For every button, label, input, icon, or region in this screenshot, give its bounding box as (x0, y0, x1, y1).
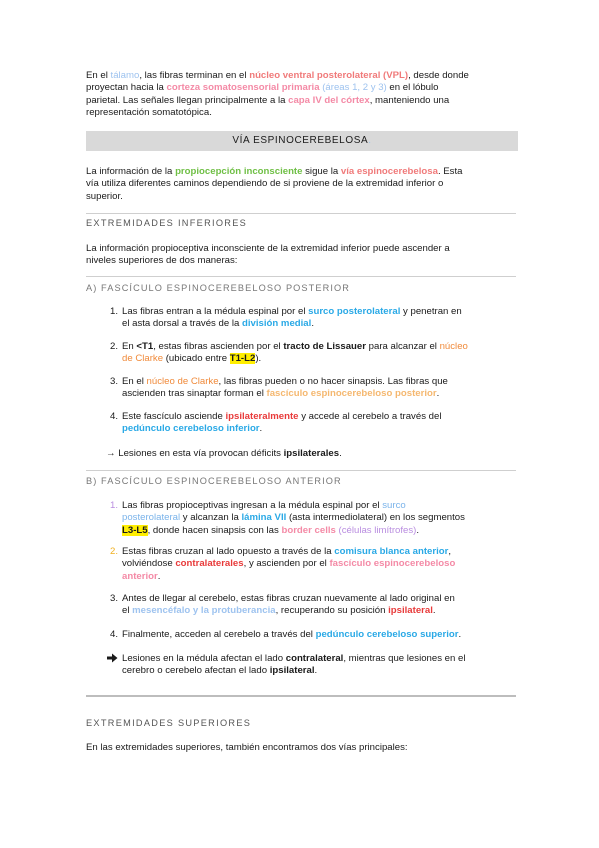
text: Las fibras propioceptivas ingresan a la médula espinal por el (122, 500, 383, 511)
term: surco posterolateral (308, 306, 401, 317)
text: En el (122, 376, 147, 387)
banner-dot: . (368, 135, 372, 146)
text: , recuperando su posición (275, 605, 389, 617)
text: Estas fibras cruzan al lado opuesto a través de la (122, 546, 335, 557)
section-banner (86, 131, 518, 151)
text: niveles superiores de dos maneras: (86, 255, 238, 267)
term-via: vía espinocerebelosa (340, 166, 438, 177)
term-propiocepcion: propiocepción inconsciente (175, 166, 303, 177)
text: . (432, 605, 436, 617)
text: (asta intermediolateral) en los segmentos (286, 512, 465, 524)
text: sigue la (302, 166, 341, 177)
text: . (416, 524, 420, 536)
list-number: 1. (109, 500, 118, 511)
text: proyectan hacia la (86, 82, 167, 94)
term: tracto de Lissauer (283, 341, 366, 352)
list-number: 1. (109, 306, 118, 317)
text: , (448, 546, 452, 557)
text: En las extremidades superiores, también encontramos dos vías principales: (86, 742, 408, 753)
term: fascículo espinocerebeloso posterior (266, 388, 437, 400)
term: mesencéfalo y la protuberancia (132, 605, 276, 617)
text: → Lesiones en esta vía provocan déficits (106, 448, 284, 459)
term: fascículo espinocerebeloso (329, 558, 456, 570)
text: en el lóbulo (386, 82, 439, 94)
term-areas: (áreas 1, 2 y 3) (319, 82, 387, 94)
term: núcleo (439, 341, 468, 352)
term-capa-iv: capa IV del córtex (288, 94, 370, 106)
text: , las fibras pueden o no hacer sinapsis. Las fibras que (218, 376, 448, 387)
text: , y ascienden por el (243, 558, 330, 570)
intro-paragraph (86, 70, 516, 120)
text: Antes de llegar al cerebelo, estas fibras cruzan nuevamente al lado original en (122, 593, 455, 604)
highlight: T1-L2 (229, 353, 256, 365)
text: ascienden tras sinaptar forman el (122, 388, 267, 400)
divider (86, 213, 516, 214)
text: , estas fibras ascienden por el (153, 341, 284, 352)
term: lámina VII (241, 512, 287, 524)
text: . (458, 629, 462, 640)
list-number: 4. (109, 411, 118, 422)
text: En el (86, 70, 111, 81)
highlight: L3-L5 (122, 524, 148, 536)
banner-title: VÍA ESPINOCEREBELOSA (232, 135, 369, 146)
term: (células limítrofes) (335, 524, 417, 536)
text: y alcanzan la (180, 512, 242, 524)
text: Finalmente, acceden al cerebelo a través del (122, 629, 316, 640)
text: Las fibras entran a la médula espinal por el (122, 306, 309, 317)
text: La información propioceptiva inconsciente de la extremidad inferior puede ascender a (86, 243, 450, 254)
subheading-posterior: A) FASCÍCULO ESPINOCEREBELOSO POSTERIOR (86, 283, 350, 293)
term: ipsilateralmente (225, 411, 299, 422)
text: el (122, 605, 133, 617)
text: , manteniendo una (369, 94, 450, 106)
text: Lesiones en la médula afectan el lado (122, 653, 286, 664)
term: de Clarke (122, 353, 164, 365)
list-number: 3. (109, 376, 118, 387)
text: . (259, 423, 263, 435)
term: anterior (122, 570, 158, 582)
term: comisura blanca anterior (334, 546, 449, 557)
term-talamo: tálamo (110, 70, 140, 81)
term: ipsilateral (388, 605, 433, 617)
divider (86, 470, 516, 471)
text: . Esta (437, 166, 463, 177)
term: ipsilateral (269, 665, 315, 677)
text: . (314, 665, 318, 677)
term-corteza: corteza somatosensorial primaria (166, 82, 320, 94)
term: división medial (242, 318, 312, 330)
term: posterolateral (122, 512, 181, 524)
text: . (311, 318, 314, 330)
note-paragraph (106, 448, 536, 460)
term: surco (382, 500, 406, 511)
text: En (122, 341, 137, 352)
list-number: 3. (109, 593, 118, 604)
text: superior. (86, 190, 123, 202)
term: pedúnculo cerebeloso inferior (122, 423, 260, 435)
text: para alcanzar el (366, 341, 440, 352)
subheading-anterior: B) FASCÍCULO ESPINOCEREBELOSO ANTERIOR (86, 476, 342, 486)
text: (ubicado entre (163, 353, 230, 365)
text: , las fibras terminan en el (139, 70, 250, 81)
text: el asta dorsal a través de la (122, 318, 242, 330)
term: border cells (281, 524, 336, 536)
term-vpl: núcleo ventral posterolateral (VPL) (249, 70, 409, 81)
text: volviéndose (122, 558, 176, 570)
text: cerebro o cerebelo afectan el lado (122, 665, 270, 677)
divider (86, 276, 516, 277)
divider (86, 695, 516, 697)
text: La información de la (86, 166, 176, 177)
term: contralateral (285, 653, 344, 664)
term: pedúnculo cerebeloso superior (315, 629, 459, 640)
text: vía utiliza diferentes caminos dependiendo de si proviene de la extremidad inferior o (86, 178, 444, 190)
text: , mientras que lesiones en el (343, 653, 466, 664)
text: . (157, 570, 161, 582)
text: y penetran en (400, 306, 462, 317)
section-heading-inferiores: EXTREMIDADES INFERIORES (86, 218, 248, 228)
text: parietal. Las señales llegan principalmente a la (86, 94, 289, 106)
arrow-right-icon (100, 653, 118, 665)
term: núcleo de Clarke (146, 376, 219, 387)
list-number: 2. (109, 546, 118, 557)
term: <T1 (136, 341, 154, 352)
text: representación somatotópica. (86, 107, 212, 119)
text: , donde hacen sinapsis con las (147, 524, 282, 536)
paragraph-inferior (86, 243, 516, 268)
list-number: 2. (109, 341, 118, 352)
paragraph-via (86, 166, 516, 203)
text: Este fascículo asciende (122, 411, 226, 422)
term: contralaterales (175, 558, 244, 570)
list-number: 4. (109, 629, 118, 640)
text: . (436, 388, 440, 400)
text: . (339, 448, 342, 459)
text: y accede al cerebelo a través del (298, 411, 442, 422)
term: ipsilaterales (283, 448, 340, 459)
section-heading-superiores: EXTREMIDADES SUPERIORES (86, 718, 252, 728)
paragraph-superior (86, 742, 516, 754)
text: , desde donde (408, 70, 469, 81)
text: ). (255, 353, 262, 365)
